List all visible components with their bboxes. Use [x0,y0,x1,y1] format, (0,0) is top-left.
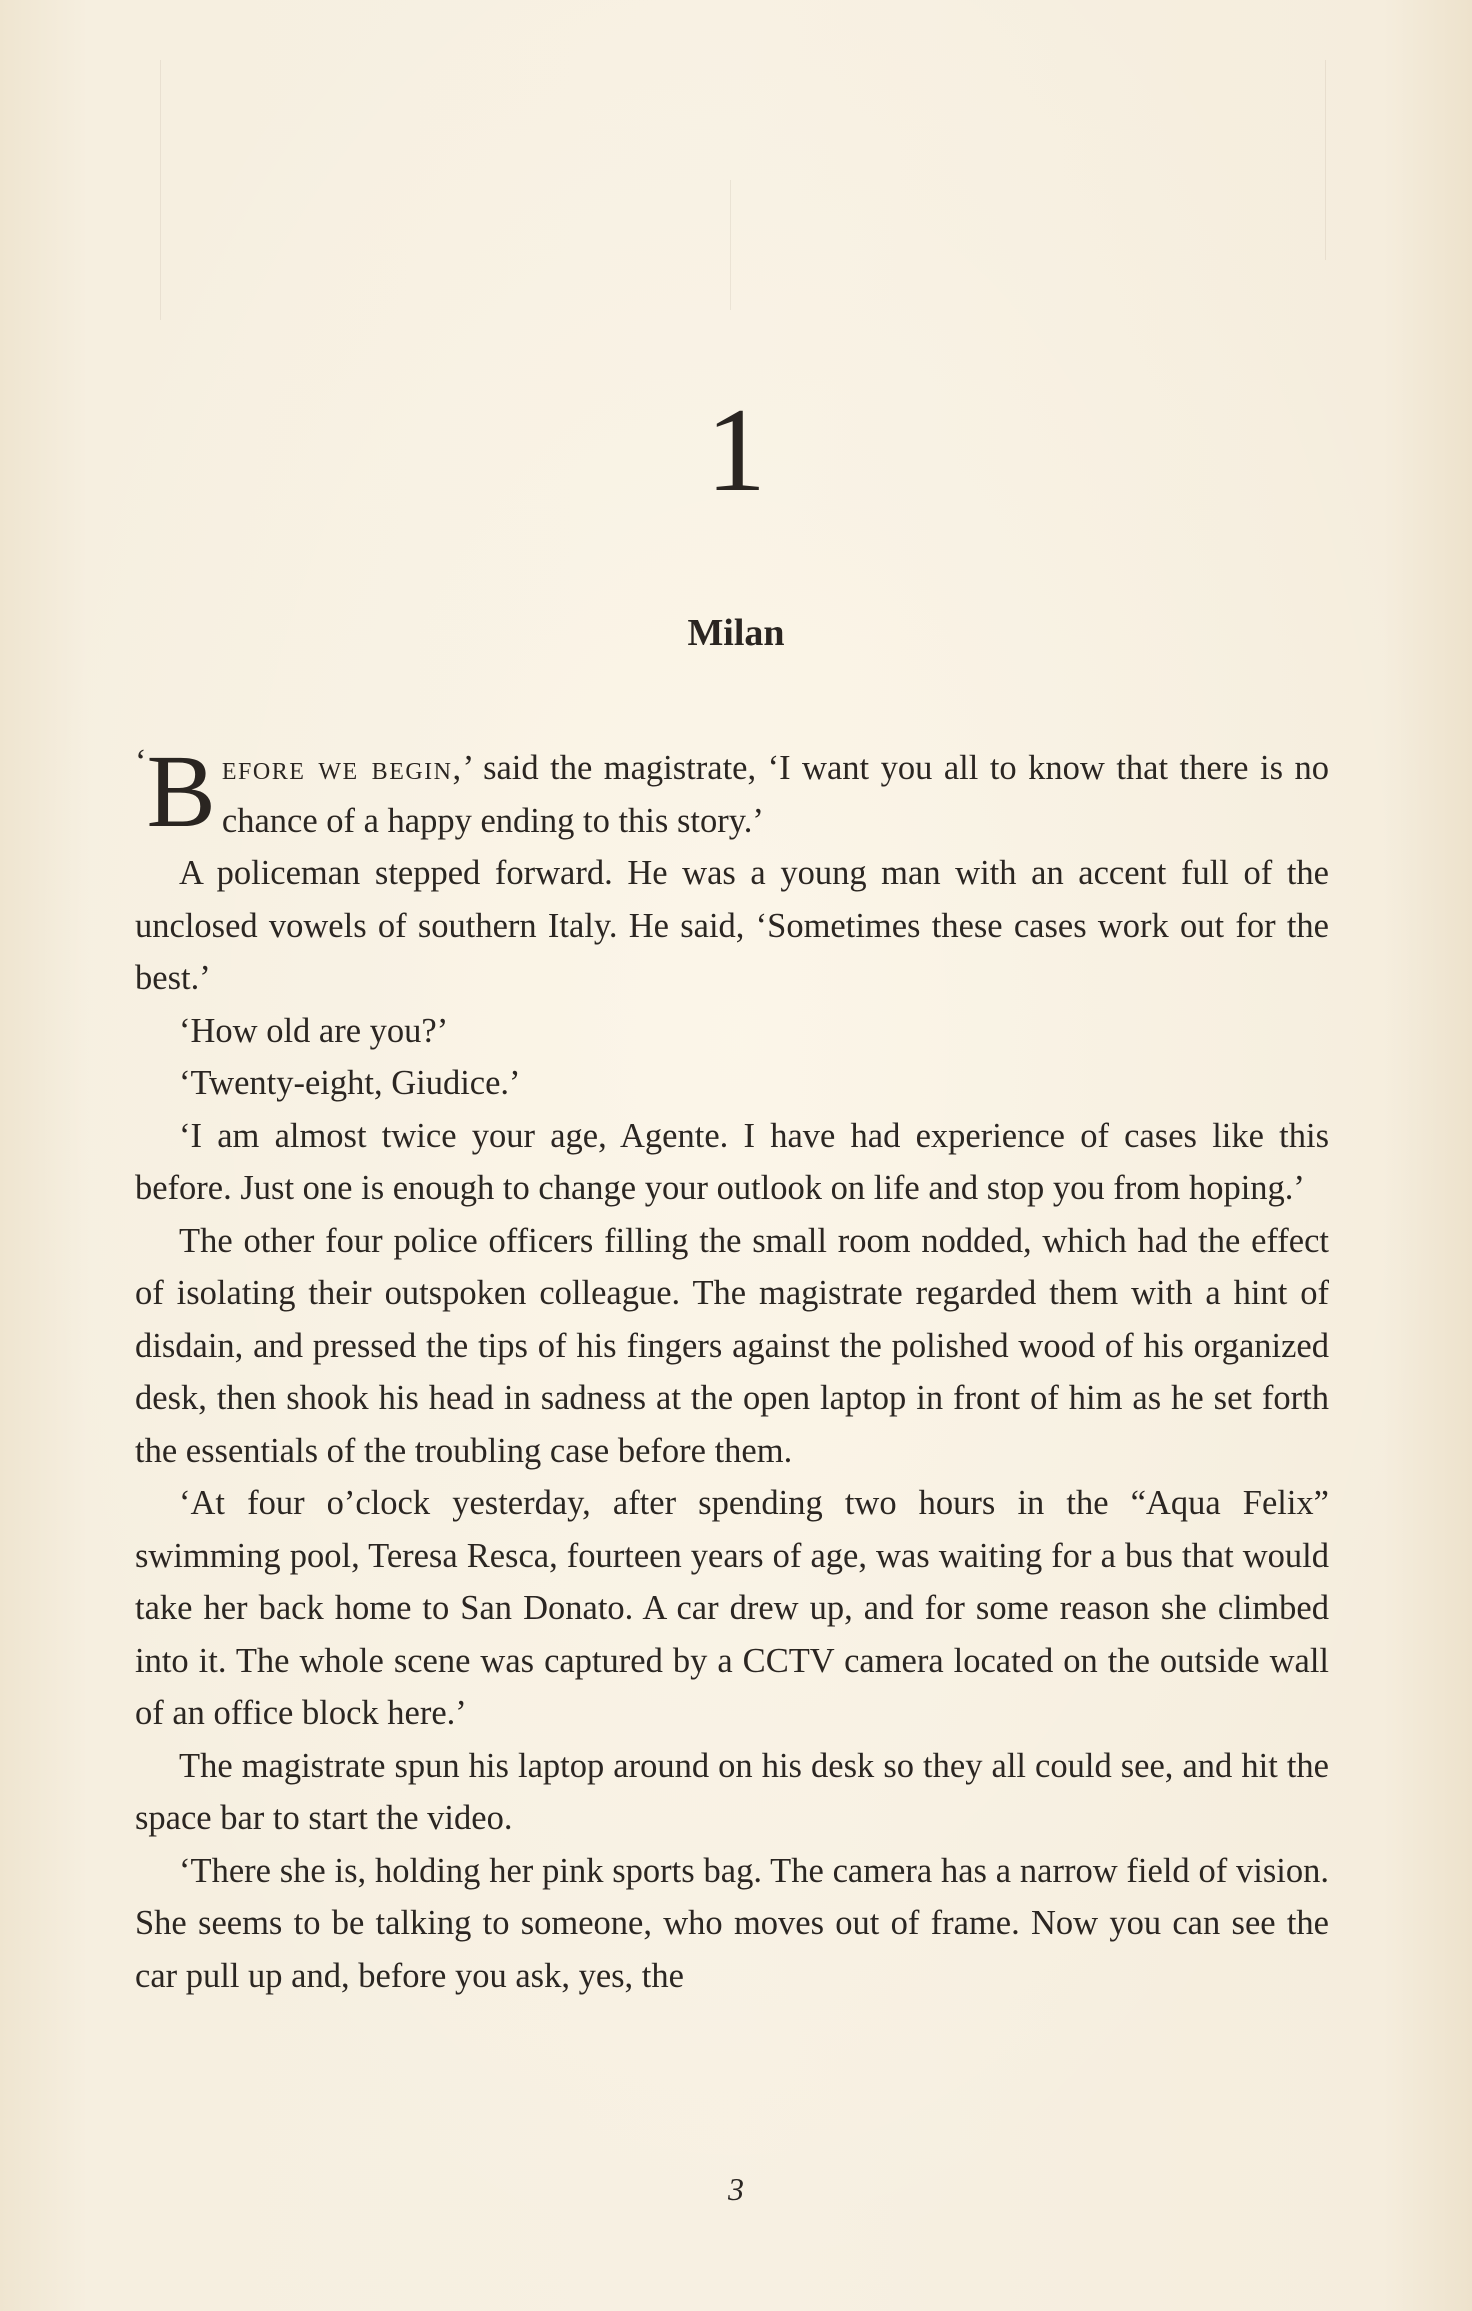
body-text [135,734,1329,2002]
paragraph-5: ‘I am almost twice your age, Agente. I have had experience of cases like this before. Just one is enough to change your outlook on life and stop you from hoping.’ [135,1116,1329,1207]
paragraph-4: ‘Twenty-eight, Giudice.’ [179,1064,521,1102]
page-number: 3 [728,2171,744,2207]
paper-crease [1325,60,1326,260]
small-caps-lead: efore we begin, [221,749,463,787]
opening-quote: ‘ [135,743,147,781]
chapter-number: 1 [706,383,766,517]
paragraph-text: ’ said the magistrate, ‘I want you all to know that there is no chance of a happy ending to this story.’ [221,749,1329,840]
paragraph-1 [135,734,1329,849]
paper-crease [160,60,161,320]
paper-crease [730,180,731,310]
drop-cap: B [146,734,216,849]
paragraph-3: ‘How old are you?’ [179,1011,449,1050]
paragraph-9: ‘There she is, holding her pink sports bag. The camera has a narrow field of vision. She seems to be talking to someone, who moves out of frame. Now you can see the car pull up and, before you ask, yes, the [135,1851,1329,1995]
paragraph-6: The other four police officers filling the small room nodded, which had the effect of isolating their outspoken colleague. The magistrate regarded them with a hint of disdain, and pressed the tips of his fingers against the polished wood of his organized desk, then shook his head in sadness at the open laptop in front of him as he set forth the essentials of the troubling case before them. [135,1221,1329,1470]
paragraph-8: The magistrate spun his laptop around on his desk so they all could see, and hit the space bar to start the video. [135,1746,1329,1837]
paragraph-7: ‘At four o’clock yesterday, after spending two hours in the “Aqua Felix” swimming pool, Teresa Resca, fourteen years of age, was waiting for a bus that would take her back home to San Donato. A car drew up, and for some reason she climbed into it. The whole scene was captured by a CCTV camera located on the outside wall of an office block here.’ [135,1484,1329,1732]
paragraph-2: A policeman stepped forward. He was a young man with an accent full of the unclosed vowels of southern Italy. He said, ‘Sometimes these cases work out for the best.’ [135,854,1329,997]
chapter-title: Milan [687,611,785,654]
